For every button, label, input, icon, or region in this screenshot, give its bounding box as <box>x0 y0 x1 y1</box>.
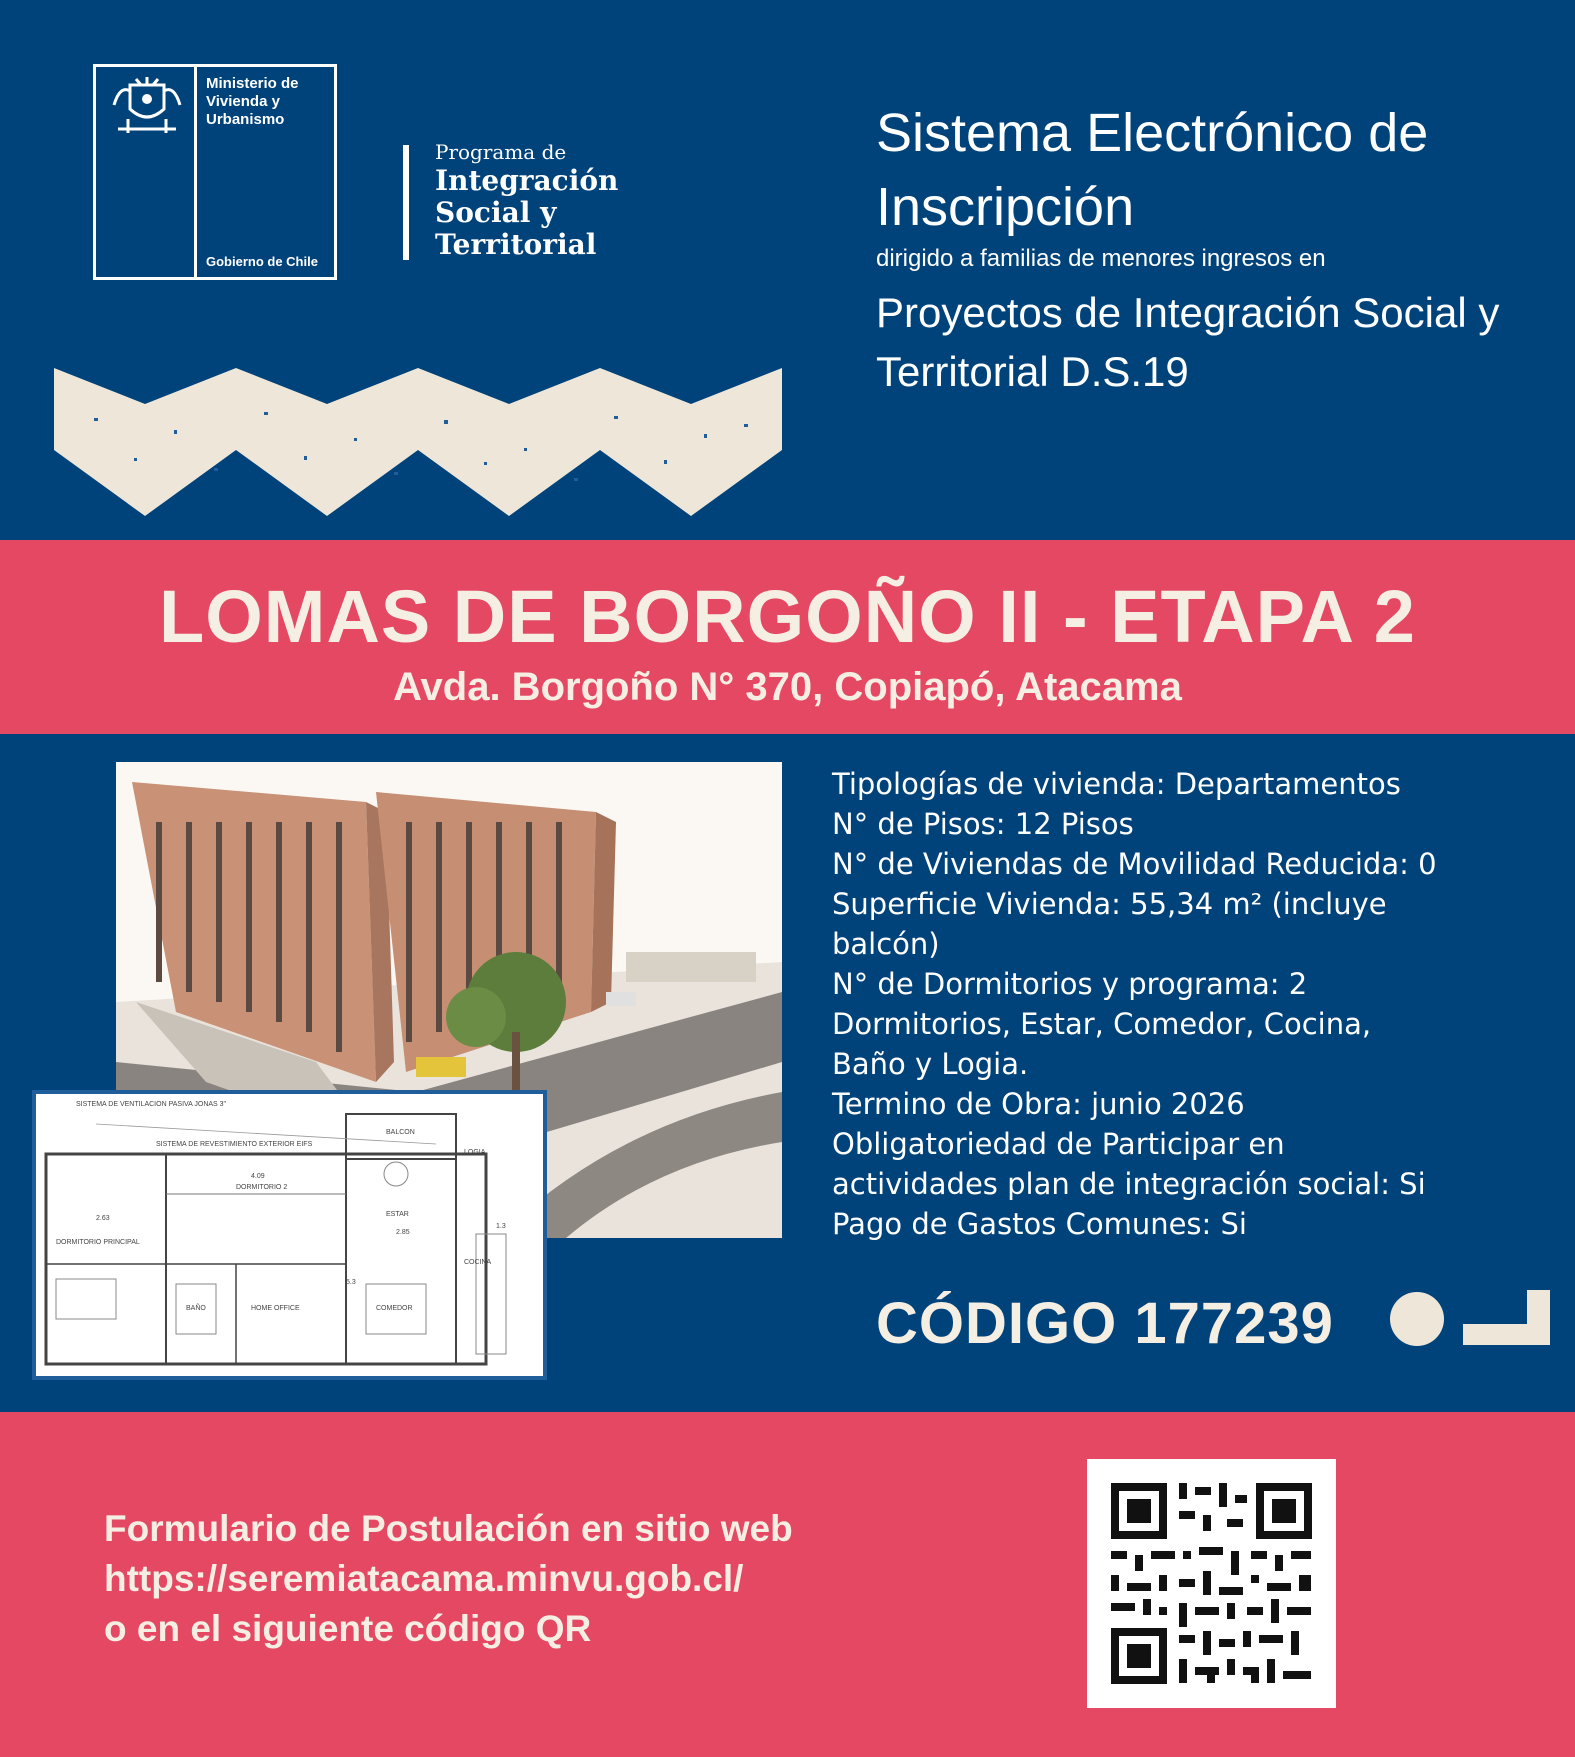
plan-balcony-label: BALCON <box>386 1129 415 1136</box>
footer-band <box>0 1412 1575 1757</box>
footer-qr-text: o en el siguiente código QR <box>104 1608 592 1649</box>
detail-line: N° de Dormitorios y programa: 2 <box>832 967 1308 1001</box>
plan-dining-label: COMEDOR <box>376 1305 413 1312</box>
plan-cladding-label: SISTEMA DE REVESTIMIENTO EXTERIOR EIFS <box>156 1141 313 1148</box>
footer-url[interactable]: https://seremiatacama.minvu.gob.cl/ <box>104 1558 744 1599</box>
detail-line: Baño y Logia. <box>832 1047 1029 1081</box>
plan-living-label: ESTAR <box>386 1211 409 1218</box>
plan-dim: 5.3 <box>346 1279 356 1286</box>
system-subtitle: dirigido a familias de menores ingresos en <box>876 245 1326 272</box>
plan-home-office-label: HOME OFFICE <box>251 1305 300 1312</box>
project-address: Avda. Borgoño N° 370, Copiapó, Atacama <box>393 665 1182 709</box>
chile-coat-of-arms-icon <box>108 75 186 137</box>
plan-bath-label: BAÑO <box>186 1305 206 1312</box>
project-band <box>0 540 1575 734</box>
system-title: Sistema Electrónico de Inscripción <box>876 103 1429 237</box>
plan-dim: 4.09 <box>251 1173 265 1180</box>
plan-logia-label: LOGIA <box>464 1149 486 1156</box>
detail-line: actividades plan de integración social: Si <box>832 1167 1426 1201</box>
detail-line: Dormitorios, Estar, Comedor, Cocina, <box>832 1007 1372 1041</box>
detail-line: Pago de Gastos Comunes: Si <box>832 1207 1247 1241</box>
plan-ventilation-label: SISTEMA DE VENTILACION PASIVA JONAS 3" <box>76 1101 227 1108</box>
detail-line: balcón) <box>832 927 940 961</box>
plan-bedroom2-label: DORMITORIO 2 <box>236 1184 288 1191</box>
plan-dim: 1.3 <box>496 1223 506 1230</box>
detail-line: Termino de Obra: junio 2026 <box>832 1087 1245 1121</box>
project-type: Proyectos de Integración Social y Territorial D.S.19 <box>876 289 1500 395</box>
detail-line: N° de Viviendas de Movilidad Reducida: 0 <box>832 847 1437 881</box>
project-code: CÓDIGO 177239 <box>876 1291 1334 1356</box>
program-label: Programa de <box>435 140 567 164</box>
plan-dim: 2.85 <box>396 1229 410 1236</box>
ministry-logo <box>93 64 337 280</box>
detail-line: Obligatoriedad de Participar en <box>832 1127 1285 1161</box>
detail-line: Superficie Vivienda: 55,34 m² (incluye <box>832 887 1387 921</box>
plan-main-bedroom-label: DORMITORIO PRINCIPAL <box>56 1239 140 1246</box>
program-name: Integración Social y Territorial <box>435 164 619 261</box>
decorative-dot <box>1390 1292 1444 1346</box>
detail-line: Tipologías de vivienda: Departamentos <box>832 767 1401 801</box>
project-details <box>832 764 1552 1244</box>
zigzag-decoration <box>54 368 782 516</box>
qr-code[interactable] <box>1087 1459 1336 1708</box>
detail-line: N° de Pisos: 12 Pisos <box>832 807 1134 841</box>
decorative-corner <box>1463 1290 1550 1345</box>
plan-kitchen-label: COCINA <box>464 1259 492 1266</box>
government-label: Gobierno de Chile <box>206 254 318 269</box>
program-divider <box>403 145 409 260</box>
floor-plan-image <box>32 1090 547 1380</box>
plan-dim: 2.63 <box>96 1215 110 1222</box>
logo-divider <box>194 67 197 277</box>
project-name: LOMAS DE BORGOÑO II - ETAPA 2 <box>159 575 1416 658</box>
footer-form-text: Formulario de Postulación en sitio web <box>104 1508 793 1549</box>
ministry-name: Ministerio de Vivienda y Urbanismo <box>206 75 299 128</box>
